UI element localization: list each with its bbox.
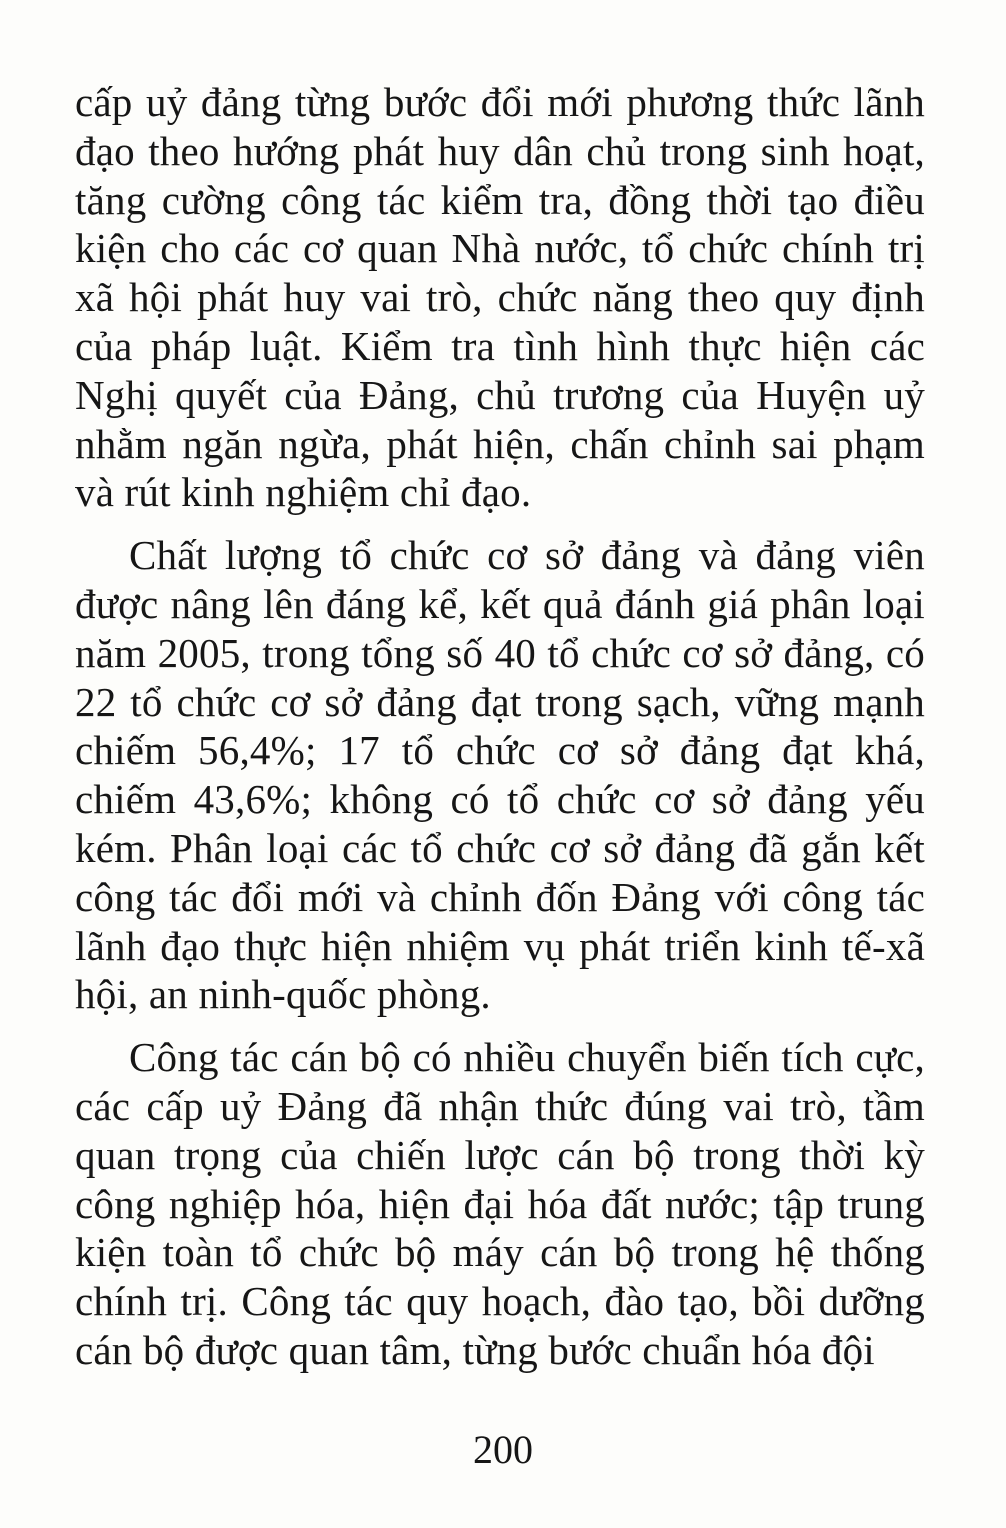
paragraph-party-organization-quality: Chất lượng tổ chức cơ sở đảng và đảng viên được nâng lên đáng kể, kết quả đánh giá phân loại năm 2005, trong tổng số 40 tổ chức cơ sở đảng, có 22 tổ chức cơ sở đảng đạt trong sạch, vững mạnh chiếm 56,4%; 17 tổ chức cơ sở đảng đạt khá, chiếm 43,6%; không có tổ chức cơ sở đảng yếu kém. Phân loại các tổ chức cơ sở đảng đã gắn kết công tác đổi mới và chỉnh đốn Đảng với công tác lãnh đạo thực hiện nhiệm vụ phát triển kinh tế-xã hội, an ninh-quốc phòng. xyxy=(75,532,925,1018)
paragraph-continued: cấp uỷ đảng từng bước đổi mới phương thức lãnh đạo theo hướng phát huy dân chủ trong sinh hoạt, tăng cường công tác kiểm tra, đồng thời tạo điều kiện cho các cơ quan Nhà nước, tổ chức chính trị xã hội phát huy vai trò, chức năng theo quy định của pháp luật. Kiểm tra tình hình thực hiện các Nghị quyết của Đảng, chủ trương của Huyện uỷ nhằm ngăn ngừa, phát hiện, chấn chỉnh sai phạm và rút kinh nghiệm chỉ đạo. xyxy=(75,79,925,516)
paragraph-cadre-work: Công tác cán bộ có nhiều chuyển biến tích cực, các cấp uỷ Đảng đã nhận thức đúng vai trò, tầm quan trọng của chiến lược cán bộ trong thời kỳ công nghiệp hóa, hiện đại hóa đất nước; tập trung kiện toàn tổ chức bộ máy cán bộ trong hệ thống chính trị. Công tác quy hoạch, đào tạo, bồi dưỡng cán bộ được quan tâm, từng bước chuẩn hóa đội xyxy=(75,1034,925,1373)
body-text xyxy=(75,78,925,1375)
page-number: 200 xyxy=(473,1427,533,1472)
